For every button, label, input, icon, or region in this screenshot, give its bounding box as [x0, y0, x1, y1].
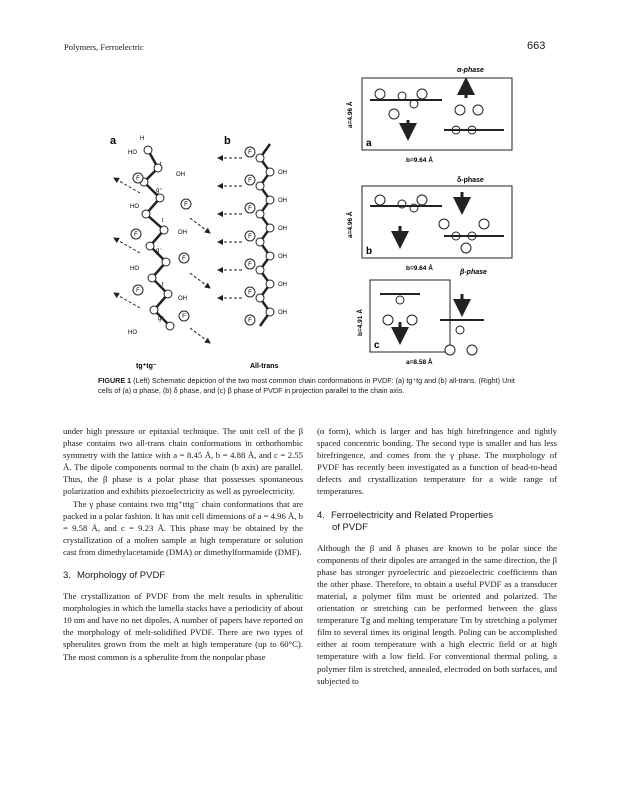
- section-heading: [317, 510, 557, 534]
- body-paragraph: Although the β and δ phases are known to be polar since the components of their dipoles are arranged in the same direction, the β phase has stronger pyroelectric and piezoelectric coefficients than the other phase. Therefore, to obtain a useful PVDF as a transducer material, a polymer film must be oriented and polarized. The orientation or stretching can be performed between the glass temperature Tg and melting temperature Tm by stretching a polymer film to several times its original length. Poling can be accomplished either at room temperature with a high electric field or at high temperature with a low field. For conventional thermal poling, a polymer film is stretched, annealed, electroded on both surfaces, and subjected to: [317, 542, 557, 686]
- body-paragraph: under high pressure or epitaxial technique. The unit cell of the β phase contains two all-trans chain conformations in orthorhombic symmetry with the lattice with a = 8.45 Å, b = 4.88 Å, and c = 2.55 Å. The dipole components normal to the chain (b axis) are parallel. Thus, the β phase is a polar phase that possesses spontaneous polarization and exhibits piezoelectricity as well as pyroelectricity.: [63, 426, 303, 497]
- conformation-label: t: [162, 218, 164, 224]
- beta-phase-label: β-phase: [460, 269, 487, 276]
- hydroxyl-label: OH: [278, 282, 287, 288]
- hydroxyl-label: OH: [176, 172, 185, 178]
- beta-cell-label: c: [374, 340, 380, 351]
- conformation-label: g⁻: [156, 248, 163, 254]
- hydroxyl-label: OH: [278, 310, 287, 316]
- figure-caption: [98, 376, 518, 396]
- chain-a-caption: tg⁺tg⁻: [136, 363, 157, 370]
- fluorine-atom: F: [182, 314, 186, 320]
- fluorine-atom: F: [134, 232, 138, 238]
- fluorine-atom: F: [248, 178, 252, 184]
- body-paragraph: (α form), which is larger and has high birefringence and tightly spaced concentric bonding. The second type is smaller and has less birefringence, and comes from the γ phase. The morphology of PVDF has recently been investigated as a function of head-to-head defects and crystallization temperature for a wide range of temperatures.: [317, 426, 557, 497]
- chain-b-diagram: [218, 135, 287, 370]
- hydroxyl-label: OH: [278, 226, 287, 232]
- fluorine-atom: F: [248, 234, 252, 240]
- section-number: 3.: [63, 570, 71, 582]
- fluorine-atom: F: [136, 176, 140, 182]
- left-column: [63, 425, 303, 663]
- unit-cell-beta: [355, 269, 487, 366]
- page-number: 663: [527, 40, 546, 52]
- hydrogen-atom: H: [140, 136, 145, 142]
- fluorine-atom: F: [248, 290, 252, 296]
- section-title: Morphology of PVDF: [76, 570, 166, 582]
- section-number: 4.: [317, 509, 325, 521]
- hydroxyl-label: OH: [278, 254, 287, 260]
- conformation-label: g⁺: [156, 188, 163, 194]
- conformation-label: t: [160, 162, 162, 168]
- section-heading: [63, 570, 303, 582]
- unit-cell-alpha: [345, 67, 512, 164]
- section-title: Ferroelectricity and Related Properties: [330, 509, 494, 521]
- delta-phase-label: δ-phase: [457, 177, 484, 184]
- right-column: [317, 425, 557, 687]
- beta-dim-a: a=8.58 Å: [406, 359, 433, 366]
- alpha-phase-label: α-phase: [457, 67, 484, 74]
- running-title: Polymers, Ferroelectric: [64, 42, 144, 52]
- fluorine-atom: F: [182, 256, 186, 262]
- fluorine-atom: F: [248, 318, 252, 324]
- panel-a-label: a: [110, 135, 117, 147]
- fluorine-atom: F: [248, 206, 252, 212]
- hydroxyl-label: OH: [178, 230, 187, 236]
- beta-dim-b: b=4.91 Å: [357, 309, 364, 336]
- fluorine-atom: F: [136, 288, 140, 294]
- unit-cell-delta: [345, 177, 512, 272]
- conformation-label: t: [162, 282, 164, 288]
- hydroxyl-label: HO: [130, 204, 139, 210]
- delta-cell-label: b: [366, 246, 373, 257]
- hydroxyl-label: HO: [130, 266, 139, 272]
- delta-dim-a: a=4.96 Å: [347, 211, 354, 238]
- body-paragraph: The crystallization of PVDF from the melt results in spherulitic morphologies in which the lamella stacks have a periodicity of about 10 nm and have no net dipoles. A number of papers have reported on the morphology of melt-solidified PVDF. There are two types of spherulites grown from the melt at high temperature (up to 60°C). The most common is a spherulite from the nonpolar phase: [63, 591, 303, 662]
- fluorine-atom: F: [184, 202, 188, 208]
- chain-b-caption: All-trans: [250, 363, 279, 370]
- panel-b-label: b: [224, 135, 231, 147]
- figure-caption-text: (Left) Schematic depiction of the two most common chain conformations in PVDF: (a) tg⁺tg and (b) all-trans. (Right) Unit cells of (a) α phase, (b) δ phase, and (c) β phase of PVDF in projection parallel to the chain axis.: [98, 376, 515, 395]
- alpha-dim-b: b=9.64 Å: [406, 157, 433, 164]
- alpha-cell-label: a: [366, 138, 372, 149]
- body-paragraph: The γ phase contains two tttg⁺tttg⁻ chain conformations that are packed in a polar fashion. It has unit cell dimensions of a = 4.96 Å, b = 9.58 Å, and c = 9.23 Å. This phase may be obtained by the crystallization of a molten sample at high temperature or solution cast from dimethylacetamide (DMA) or dimethylformamide (DMF).: [63, 498, 303, 557]
- hydroxyl-label: OH: [278, 198, 287, 204]
- hydroxyl-label: HO: [128, 150, 137, 156]
- fluorine-atom: F: [248, 262, 252, 268]
- fluorine-atom: F: [248, 150, 252, 156]
- delta-dim-b: b=9.64 Å: [406, 265, 433, 272]
- hydroxyl-label: HO: [128, 330, 137, 336]
- chain-a-diagram: [110, 135, 210, 370]
- figure-label: FIGURE 1: [98, 376, 132, 385]
- section-title-continued: of PVDF: [332, 521, 368, 533]
- hydroxyl-label: OH: [178, 296, 187, 302]
- hydroxyl-label: OH: [278, 170, 287, 176]
- figure-1: [100, 58, 520, 378]
- alpha-dim-a: a=4.96 Å: [347, 101, 354, 128]
- conformation-label: g⁺: [158, 316, 165, 322]
